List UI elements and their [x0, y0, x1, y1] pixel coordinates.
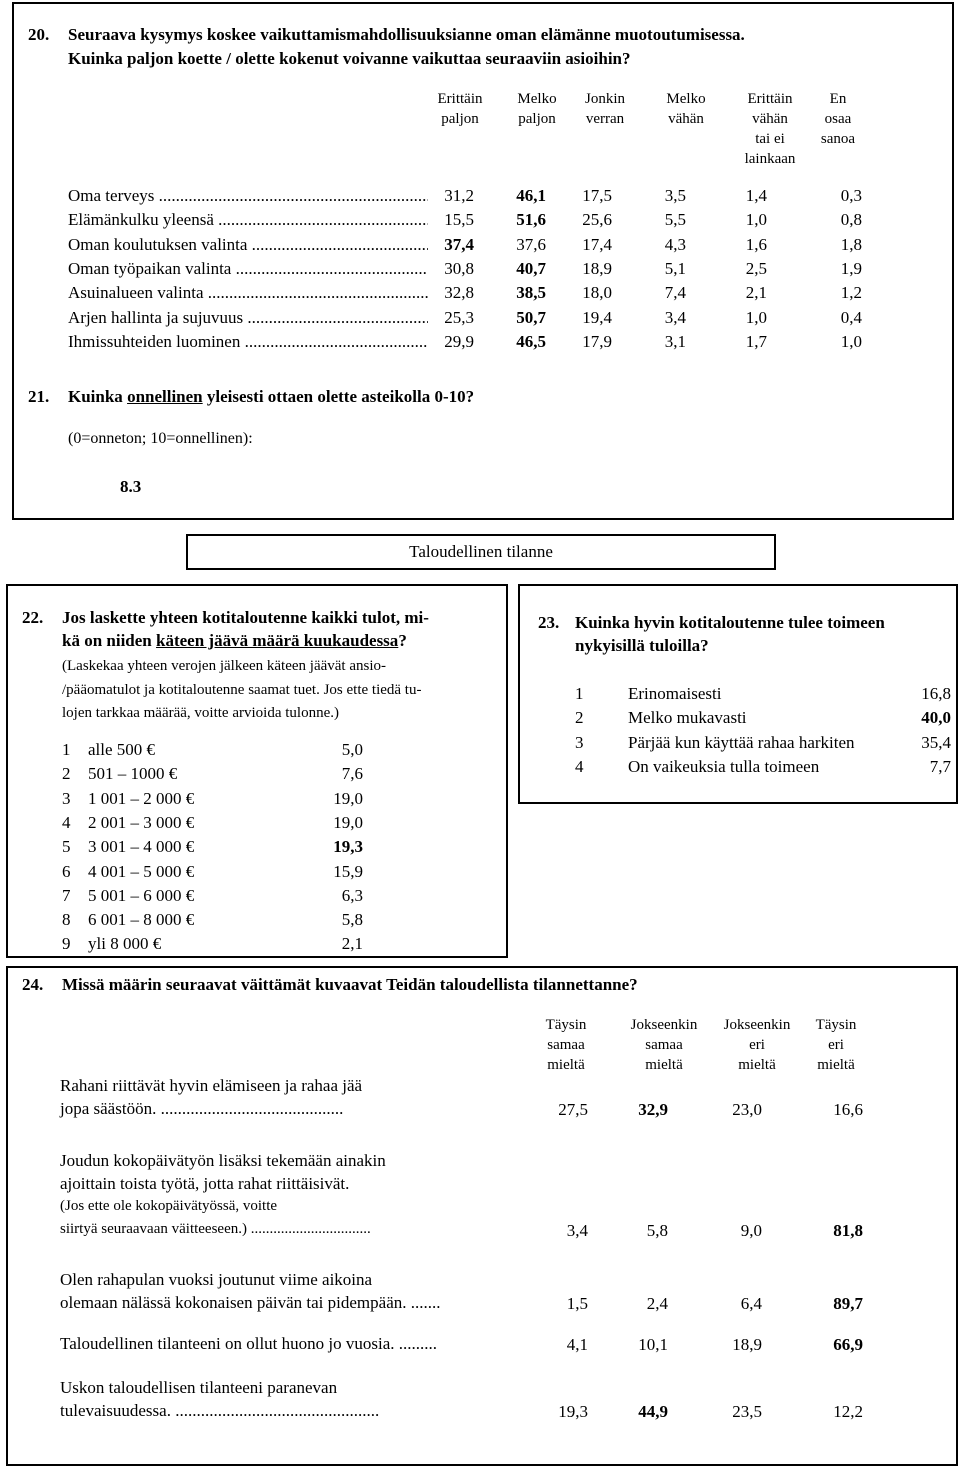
- q24-header-line: mieltä: [547, 1057, 585, 1073]
- q24-cell: 32,9: [638, 1100, 668, 1119]
- q22-number: 22.: [22, 608, 44, 627]
- q22-option-value: 5,0: [341, 740, 363, 759]
- q24-statement-line: jopa säästöön. ...........................................: [60, 1099, 344, 1118]
- q23-option-number: 4: [575, 756, 584, 776]
- q21-number: 21.: [28, 387, 50, 406]
- q20-cell: 0,3: [840, 186, 862, 205]
- q20-cell: 17,4: [582, 234, 612, 254]
- q22-option-label: 5 001 – 6 000 €: [88, 885, 195, 905]
- q24-cell: 44,9: [638, 1402, 668, 1421]
- q20-row-label: [68, 308, 428, 328]
- q22-option-label: 3 001 – 4 000 €: [88, 837, 195, 857]
- q24-statement-line: (Jos ette ole kokopäivätyössä, voitte: [60, 1198, 278, 1214]
- q20-cell: 19,4: [582, 307, 612, 327]
- q20-cell: 1,0: [745, 307, 767, 327]
- q20-cell: 37,6: [516, 234, 546, 254]
- q20-cell: 1,0: [840, 331, 862, 351]
- q24-header-line: Jokseenkin: [723, 1017, 791, 1033]
- q21-value: 8.3: [120, 477, 142, 496]
- q20-cell: 29,9: [444, 331, 474, 351]
- q20-row-label: [68, 259, 428, 279]
- q22-note-line2: /pääomatulot ja kotitaloutenne saamat tuet. Jos ette tiedä tu-: [62, 682, 422, 698]
- q20-header-line: paljon: [518, 111, 556, 127]
- q22-option-value: 19,0: [333, 788, 363, 808]
- q20-cell: 2,1: [745, 283, 767, 303]
- q20-row-label-text: Oma terveys: [68, 186, 155, 205]
- q20-cell: 30,8: [444, 258, 474, 278]
- q20-cell: 1,8: [840, 234, 862, 254]
- q23-option-value: 16,8: [921, 684, 951, 703]
- q22-option-value: 7,6: [341, 764, 363, 784]
- q24-header-line: samaa: [645, 1037, 683, 1053]
- q20-cell: 0,8: [840, 210, 862, 230]
- q20-cell: 1,7: [745, 331, 767, 351]
- q20-header-3: [565, 89, 645, 129]
- q20-cell: 40,7: [516, 258, 546, 278]
- q20-cell: 0,4: [840, 307, 862, 327]
- q22-option-value: 5,8: [341, 910, 363, 930]
- q23-title-line1: Kuinka hyvin kotitaloutenne tulee toimeen: [575, 613, 885, 632]
- q20-header-line: Jonkin: [584, 91, 625, 107]
- q24-number: 24.: [22, 975, 44, 994]
- q22-option-label: yli 8 000 €: [88, 934, 162, 954]
- q20-cell: 2,5: [745, 258, 767, 278]
- q22-option-value: 6,3: [341, 885, 363, 905]
- q24-cell: 81,8: [833, 1221, 863, 1240]
- q20-row-label: [68, 235, 428, 255]
- q20-cell: 25,3: [444, 307, 474, 327]
- q20-header-line: lainkaan: [744, 151, 796, 167]
- q20-row-label: [68, 283, 428, 303]
- q21-question: [68, 386, 474, 408]
- q20-row: [68, 235, 868, 257]
- q21-text-underlined: onnellinen: [127, 387, 203, 406]
- q24-statement-line: Taloudellinen tilanteeni on ollut huono jo vuosia. .........: [60, 1334, 438, 1353]
- q24-header-line: eri: [749, 1037, 765, 1053]
- q20-row: [68, 259, 868, 281]
- q24-header-line: mieltä: [817, 1057, 855, 1073]
- q23-option-label: Erinomaisesti: [628, 684, 722, 703]
- q20-header-6: [798, 89, 878, 149]
- q20-cell: 37,4: [444, 234, 474, 254]
- q24-statement-line: ajoittain toista työtä, jotta rahat riittäisivät.: [60, 1174, 350, 1193]
- q23-number: 23.: [538, 613, 560, 632]
- q24-cell: 5,8: [646, 1221, 668, 1240]
- q24-statement-line: Olen rahapulan vuoksi joutunut viime aikoina: [60, 1270, 373, 1289]
- q24-header-1: [516, 1015, 616, 1075]
- q24-cell: 1,5: [566, 1294, 588, 1313]
- q24-cell: 10,1: [638, 1335, 668, 1354]
- q20-cell: 32,8: [444, 283, 474, 303]
- q24-statement-line: Uskon taloudellisen tilanteeni paranevan: [60, 1378, 338, 1397]
- q23-option-label: Melko mukavasti: [628, 708, 747, 728]
- q20-row-label-text: Oman työpaikan valinta: [68, 258, 232, 278]
- q20-cell: 46,1: [516, 186, 546, 205]
- q22-option-number: 9: [62, 934, 71, 954]
- q22-option-value: 15,9: [333, 861, 363, 881]
- q22-line2-underlined: käteen jäävä määrä kuukaudessa: [156, 631, 399, 650]
- q20-header-line: vähän: [752, 111, 788, 127]
- q20-cell: 25,6: [582, 210, 612, 230]
- q24-header-line: samaa: [547, 1037, 585, 1053]
- q20-cell: 31,2: [444, 186, 474, 205]
- q22-option-label: 2 001 – 3 000 €: [88, 812, 195, 832]
- q20-cell: 1,9: [840, 258, 862, 278]
- q20-header-line: verran: [585, 111, 625, 127]
- q20-cell: 3,4: [664, 307, 686, 327]
- q20-header-line: tai ei: [755, 131, 785, 147]
- q22-option-label: 1 001 – 2 000 €: [88, 788, 195, 808]
- q20-row-label: [68, 186, 428, 206]
- q20-row-label: [68, 332, 428, 352]
- q23-option-label: On vaikeuksia tulla toimeen: [628, 756, 820, 776]
- q20-cell: 38,5: [516, 283, 546, 303]
- q22-option-value: 19,0: [333, 812, 363, 832]
- q21-text-after: yleisesti ottaen olette asteikolla 0-10?: [202, 387, 475, 406]
- q20-row-label-text: Asuinalueen valinta: [68, 283, 204, 303]
- q20-row-label-text: Ihmissuhteiden luominen: [68, 331, 241, 351]
- q20-header-line: sanoa: [820, 131, 856, 147]
- q20-header-4: [646, 89, 726, 129]
- q24-header-line: Jokseenkin: [630, 1017, 698, 1033]
- q20-header-line: Erittäin: [437, 91, 483, 107]
- q21-text-before: Kuinka: [68, 387, 128, 406]
- q23-option-label: Pärjää kun käyttää rahaa harkiten: [628, 732, 855, 752]
- q20-cell: 3,5: [664, 186, 686, 205]
- q20-header-line: Melko: [517, 91, 557, 107]
- q20-header-1: [420, 89, 500, 129]
- q22-option-value: 2,1: [341, 934, 363, 954]
- q22-title-line2: [62, 630, 407, 652]
- q22-option-label: 6 001 – 8 000 €: [88, 910, 195, 930]
- q20-row-label-text: Oman koulutuksen valinta: [68, 234, 248, 254]
- q22-option-label: alle 500 €: [88, 740, 156, 759]
- q24-header-4: [786, 1015, 886, 1075]
- q20-cell: 46,5: [516, 331, 546, 351]
- q20-header-line: paljon: [441, 111, 479, 127]
- q20-row-label-text: Arjen hallinta ja sujuvuus: [68, 307, 244, 327]
- q24-cell: 6,4: [740, 1294, 762, 1313]
- q24-header-line: eri: [828, 1037, 844, 1053]
- q20-header-line: vähän: [668, 111, 704, 127]
- q23-option-value: 7,7: [929, 756, 951, 776]
- q22-line2-before: kä on niiden: [62, 631, 157, 650]
- q20-row-label: [68, 210, 428, 230]
- q24-statement-line: Rahani riittävät hyvin elämiseen ja rahaa jää: [60, 1076, 363, 1095]
- section-title: Taloudellinen tilanne: [409, 542, 553, 561]
- q22-option-label: 501 – 1000 €: [88, 764, 178, 784]
- q20-header-line: Melko: [666, 91, 706, 107]
- q20-cell: 17,9: [582, 331, 612, 351]
- q24-statement-line: Joudun kokopäivätyön lisäksi tekemään ainakin: [60, 1151, 386, 1170]
- q24-cell: 16,6: [833, 1100, 863, 1119]
- q20-cell: 15,5: [444, 210, 474, 230]
- q22-title-line1: Jos laskette yhteen kotitaloutenne kaikki tulot, mi-: [62, 608, 429, 627]
- q24-header-line: mieltä: [738, 1057, 776, 1073]
- q24-cell: 89,7: [833, 1294, 863, 1313]
- q20-cell: 3,1: [664, 331, 686, 351]
- q24-statement-line: siirtyä seuraavaan väitteeseen.) ................................: [60, 1221, 371, 1237]
- q23-option-value: 40,0: [921, 708, 951, 728]
- q20-cell: 7,4: [664, 283, 686, 303]
- q24-cell: 66,9: [833, 1335, 863, 1354]
- q20-cell: 1,6: [745, 234, 767, 254]
- q22-option-number: 5: [62, 837, 71, 857]
- q22-note-line1: (Laskekaa yhteen verojen jälkeen käteen jäävät ansio-: [62, 658, 387, 674]
- q24-cell: 18,9: [732, 1335, 762, 1354]
- q22-option-number: 4: [62, 812, 71, 832]
- q24-title: Missä määrin seuraavat väittämät kuvaavat Teidän taloudellista tilannettanne?: [62, 975, 638, 994]
- q22-option-value: 19,3: [333, 837, 363, 857]
- q23-option-number: 2: [575, 708, 584, 728]
- q20-header-line: Erittäin: [747, 91, 793, 107]
- q24-cell: 27,5: [558, 1100, 588, 1119]
- q20-cell: 1,4: [745, 186, 767, 205]
- q21-scale: (0=onneton; 10=onnellinen):: [68, 430, 253, 447]
- q22-option-label: 4 001 – 5 000 €: [88, 861, 195, 881]
- q20-title-line2: Kuinka paljon koette / olette kokenut voivanne vaikuttaa seuraaviin asioihin?: [68, 49, 631, 68]
- q22-option-number: 7: [62, 885, 71, 905]
- q20-cell: 50,7: [516, 307, 546, 327]
- q20-cell: 1,2: [840, 283, 862, 303]
- q20-cell: 5,1: [664, 258, 686, 278]
- q20-row: [68, 283, 868, 305]
- q22-option-number: 8: [62, 910, 71, 930]
- q24-cell: 23,5: [732, 1402, 762, 1421]
- q20-cell: 18,0: [582, 283, 612, 303]
- q22-option-number: 3: [62, 788, 71, 808]
- q24-cell: 2,4: [646, 1294, 668, 1313]
- q23-option-number: 3: [575, 732, 584, 752]
- q20-row: [68, 210, 868, 232]
- q20-cell: 4,3: [664, 234, 686, 254]
- q20-row: [68, 332, 868, 354]
- q20-row: [68, 308, 868, 330]
- q24-cell: 12,2: [833, 1402, 863, 1421]
- q24-statement-line: tulevaisuudessa. ................................................: [60, 1401, 380, 1420]
- q24-cell: 9,0: [740, 1221, 762, 1240]
- q20-row-label-text: Elämänkulku yleensä: [68, 210, 214, 230]
- q23-title-line2: nykyisillä tuloilla?: [575, 636, 709, 655]
- q20-row: [68, 186, 868, 208]
- q23-option-value: 35,4: [921, 732, 951, 752]
- q22-option-number: 1: [62, 740, 71, 759]
- q20-header-line: En: [829, 91, 847, 107]
- q24-header-line: Täysin: [815, 1017, 857, 1033]
- q24-header-line: Täysin: [545, 1017, 587, 1033]
- q20-header-line: osaa: [824, 111, 852, 127]
- q20-cell: 5,5: [664, 210, 686, 230]
- q20-cell: 18,9: [582, 258, 612, 278]
- q24-cell: 3,4: [566, 1221, 588, 1240]
- q24-cell: 4,1: [566, 1335, 588, 1354]
- q22-option-number: 6: [62, 861, 71, 881]
- q22-line2-after: ?: [398, 631, 407, 650]
- q20-cell: 1,0: [745, 210, 767, 230]
- q24-cell: 19,3: [558, 1402, 588, 1421]
- q20-cell: 17,5: [582, 186, 612, 205]
- q24-cell: 23,0: [732, 1100, 762, 1119]
- q22-option-number: 2: [62, 764, 71, 784]
- q20-cell: 51,6: [516, 210, 546, 230]
- q24-header-2: [614, 1015, 714, 1075]
- q24-header-line: mieltä: [645, 1057, 683, 1073]
- q20-title-line1: Seuraava kysymys koskee vaikuttamismahdollisuuksianne oman elämänne muotoutumisessa.: [68, 25, 745, 44]
- q23-option-number: 1: [575, 684, 584, 703]
- q20-number: 20.: [28, 25, 50, 44]
- q24-statement-line: olemaan nälässä kokonaisen päivän tai pidempään. .......: [60, 1293, 441, 1312]
- q22-note-line3: lojen tarkkaa määrää, voitte arvioida tulonne.): [62, 705, 339, 721]
